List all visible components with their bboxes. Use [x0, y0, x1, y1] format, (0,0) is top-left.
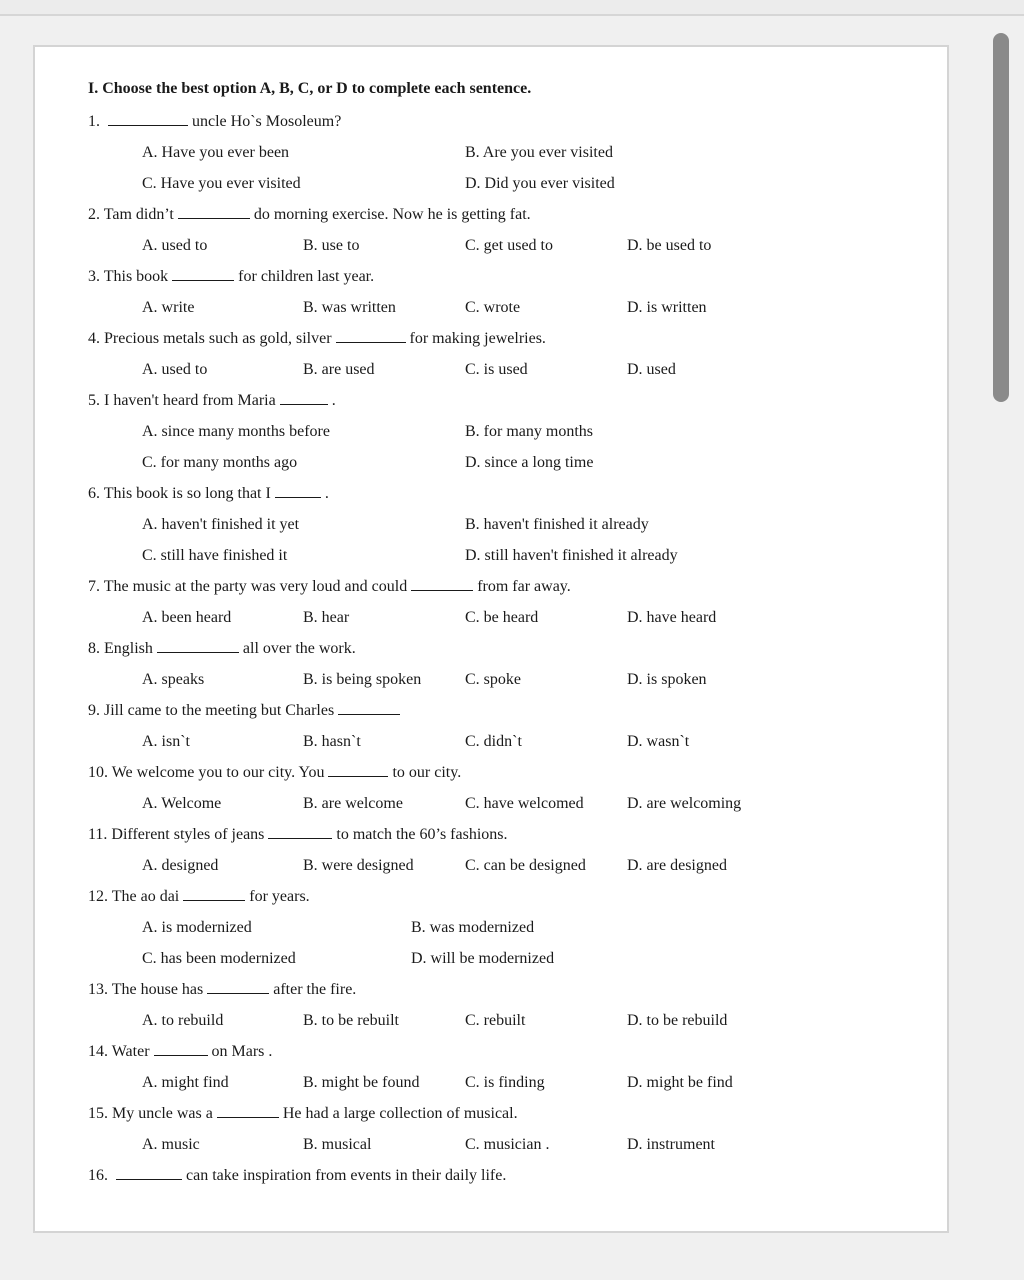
question-number: 9. [88, 702, 100, 719]
question-text-after: after the fire. [273, 981, 357, 998]
question-number: 12. [88, 888, 108, 905]
answer-blank [207, 979, 269, 994]
question-number: 7. [88, 578, 100, 595]
option-c: C. for many months ago [142, 454, 298, 471]
answer-blank [338, 700, 400, 715]
option-a: A. speaks [142, 671, 205, 688]
question-12 [88, 886, 310, 908]
question-text-after: for children last year. [238, 268, 375, 285]
question-4 [88, 328, 546, 350]
option-d: D. will be modernized [411, 950, 555, 967]
option-a: A. used to [142, 361, 208, 378]
option-d: D. are welcoming [627, 795, 742, 812]
question-text-before: This book is so long that I [103, 485, 271, 502]
question-text-before: Precious metals such as gold, silver [104, 330, 332, 347]
answer-blank [336, 328, 406, 343]
question-number: 13. [88, 981, 108, 998]
question-text-after: . [324, 485, 329, 502]
option-d: D. are designed [627, 857, 727, 874]
question-text-after: do morning exercise. Now he is getting fat. [253, 206, 531, 223]
option-a: A. been heard [142, 609, 232, 626]
option-a: A. might find [142, 1074, 229, 1091]
question-1 [88, 111, 341, 133]
option-b: B. hear [303, 609, 350, 626]
option-d: D. have heard [627, 609, 717, 626]
answer-blank [178, 204, 250, 219]
option-c: C. spoke [465, 671, 521, 688]
option-d: D. instrument [627, 1136, 715, 1153]
question-text-before: Tam didn’t [103, 206, 174, 223]
option-a: A. isn`t [142, 733, 190, 750]
option-b: B. hasn`t [303, 733, 361, 750]
question-11 [88, 824, 508, 846]
answer-blank [108, 111, 188, 126]
question-9 [88, 700, 404, 722]
question-number: 14. [88, 1043, 108, 1060]
question-text-after: from far away. [477, 578, 571, 595]
question-text-before: The house has [111, 981, 204, 998]
question-10 [88, 762, 461, 784]
option-a: A. Welcome [142, 795, 222, 812]
question-text-before: Jill came to the meeting but Charles [104, 702, 335, 719]
option-a: A. to rebuild [142, 1012, 224, 1029]
option-d: D. is written [627, 299, 707, 316]
option-a: A. used to [142, 237, 208, 254]
option-b: B. are welcome [303, 795, 403, 812]
question-6 [88, 483, 329, 505]
answer-blank [275, 483, 321, 498]
option-d: D. Did you ever visited [465, 175, 615, 192]
answer-blank [328, 762, 388, 777]
option-d: D. to be rebuild [627, 1012, 728, 1029]
question-number: 6. [88, 485, 100, 502]
question-number: 8. [88, 640, 100, 657]
option-b: B. haven't finished it already [465, 516, 649, 533]
question-2 [88, 204, 531, 226]
browser-top-bar [0, 0, 1024, 16]
section-heading: I. Choose the best option A, B, C, or D to complete each sentence. [88, 80, 532, 97]
option-a: A. Have you ever been [142, 144, 290, 161]
question-number: 5. [88, 392, 100, 409]
option-c: C. is finding [465, 1074, 545, 1091]
option-a: A. write [142, 299, 195, 316]
question-text-after: can take inspiration from events in their daily life. [186, 1167, 507, 1184]
answer-blank [280, 390, 328, 405]
option-d: D. might be find [627, 1074, 733, 1091]
option-b: B. Are you ever visited [465, 144, 613, 161]
answer-blank [157, 638, 239, 653]
question-13 [88, 979, 356, 1001]
option-c: C. still have finished it [142, 547, 288, 564]
option-d: D. since a long time [465, 454, 594, 471]
option-c: C. rebuilt [465, 1012, 526, 1029]
answer-blank [411, 576, 473, 591]
question-text-after: for making jewelries. [409, 330, 546, 347]
option-d: D. be used to [627, 237, 712, 254]
question-text-after: He had a large collection of musical. [282, 1105, 518, 1122]
question-number: 3. [88, 268, 100, 285]
question-number: 10. [88, 764, 108, 781]
question-text-after: for years. [249, 888, 310, 905]
question-number: 1. [88, 113, 100, 130]
option-b: B. is being spoken [303, 671, 422, 688]
option-b: B. musical [303, 1136, 372, 1153]
option-d: D. used [627, 361, 676, 378]
question-text-before: This book [103, 268, 169, 285]
option-b: B. was modernized [411, 919, 535, 936]
question-number: 11. [88, 826, 108, 843]
question-number: 2. [88, 206, 100, 223]
option-c: C. be heard [465, 609, 539, 626]
question-16 [88, 1165, 506, 1187]
question-15 [88, 1103, 518, 1125]
question-number: 16. [88, 1167, 108, 1184]
question-text-after: to our city. [392, 764, 462, 781]
question-3 [88, 266, 374, 288]
question-text-before: My uncle was a [112, 1105, 213, 1122]
option-b: B. are used [303, 361, 375, 378]
option-a: A. haven't finished it yet [142, 516, 300, 533]
question-text-before: I haven't heard from Maria [104, 392, 276, 409]
option-c: C. get used to [465, 237, 553, 254]
answer-blank [268, 824, 332, 839]
option-a: A. designed [142, 857, 219, 874]
option-b: B. for many months [465, 423, 593, 440]
question-text-after: on Mars . [211, 1043, 273, 1060]
answer-blank [172, 266, 234, 281]
option-b: B. might be found [303, 1074, 420, 1091]
option-d: D. wasn`t [627, 733, 690, 750]
option-c: C. have welcomed [465, 795, 584, 812]
option-a: A. is modernized [142, 919, 252, 936]
option-a: A. music [142, 1136, 200, 1153]
question-text-before: Different styles of jeans [111, 826, 265, 843]
question-text-before: Water [111, 1043, 150, 1060]
option-c: C. musician . [465, 1136, 550, 1153]
question-text-after: uncle Ho`s Mosoleum? [192, 113, 342, 130]
answer-blank [217, 1103, 279, 1118]
option-c: C. can be designed [465, 857, 586, 874]
option-c: C. Have you ever visited [142, 175, 301, 192]
option-b: B. was written [303, 299, 396, 316]
question-14 [88, 1041, 272, 1063]
question-text-before: English [104, 640, 153, 657]
option-c: C. is used [465, 361, 528, 378]
question-text-after: . [331, 392, 336, 409]
vertical-scrollbar[interactable] [993, 33, 1009, 402]
question-7 [88, 576, 571, 598]
option-c: C. didn`t [465, 733, 522, 750]
option-a: A. since many months before [142, 423, 330, 440]
option-b: B. were designed [303, 857, 414, 874]
question-text-before: We welcome you to our city. You [111, 764, 325, 781]
question-number: 15. [88, 1105, 108, 1122]
option-c: C. has been modernized [142, 950, 296, 967]
answer-blank [154, 1041, 208, 1056]
question-8 [88, 638, 356, 660]
option-c: C. wrote [465, 299, 521, 316]
question-text-before: The ao dai [111, 888, 180, 905]
question-text-before: The music at the party was very loud and could [103, 578, 408, 595]
option-b: B. use to [303, 237, 360, 254]
option-d: D. still haven't finished it already [465, 547, 678, 564]
question-text-after: to match the 60’s fashions. [336, 826, 508, 843]
option-d: D. is spoken [627, 671, 707, 688]
question-5 [88, 390, 336, 412]
answer-blank [116, 1165, 182, 1180]
option-b: B. to be rebuilt [303, 1012, 399, 1029]
question-number: 4. [88, 330, 100, 347]
answer-blank [183, 886, 245, 901]
question-text-after: all over the work. [242, 640, 356, 657]
